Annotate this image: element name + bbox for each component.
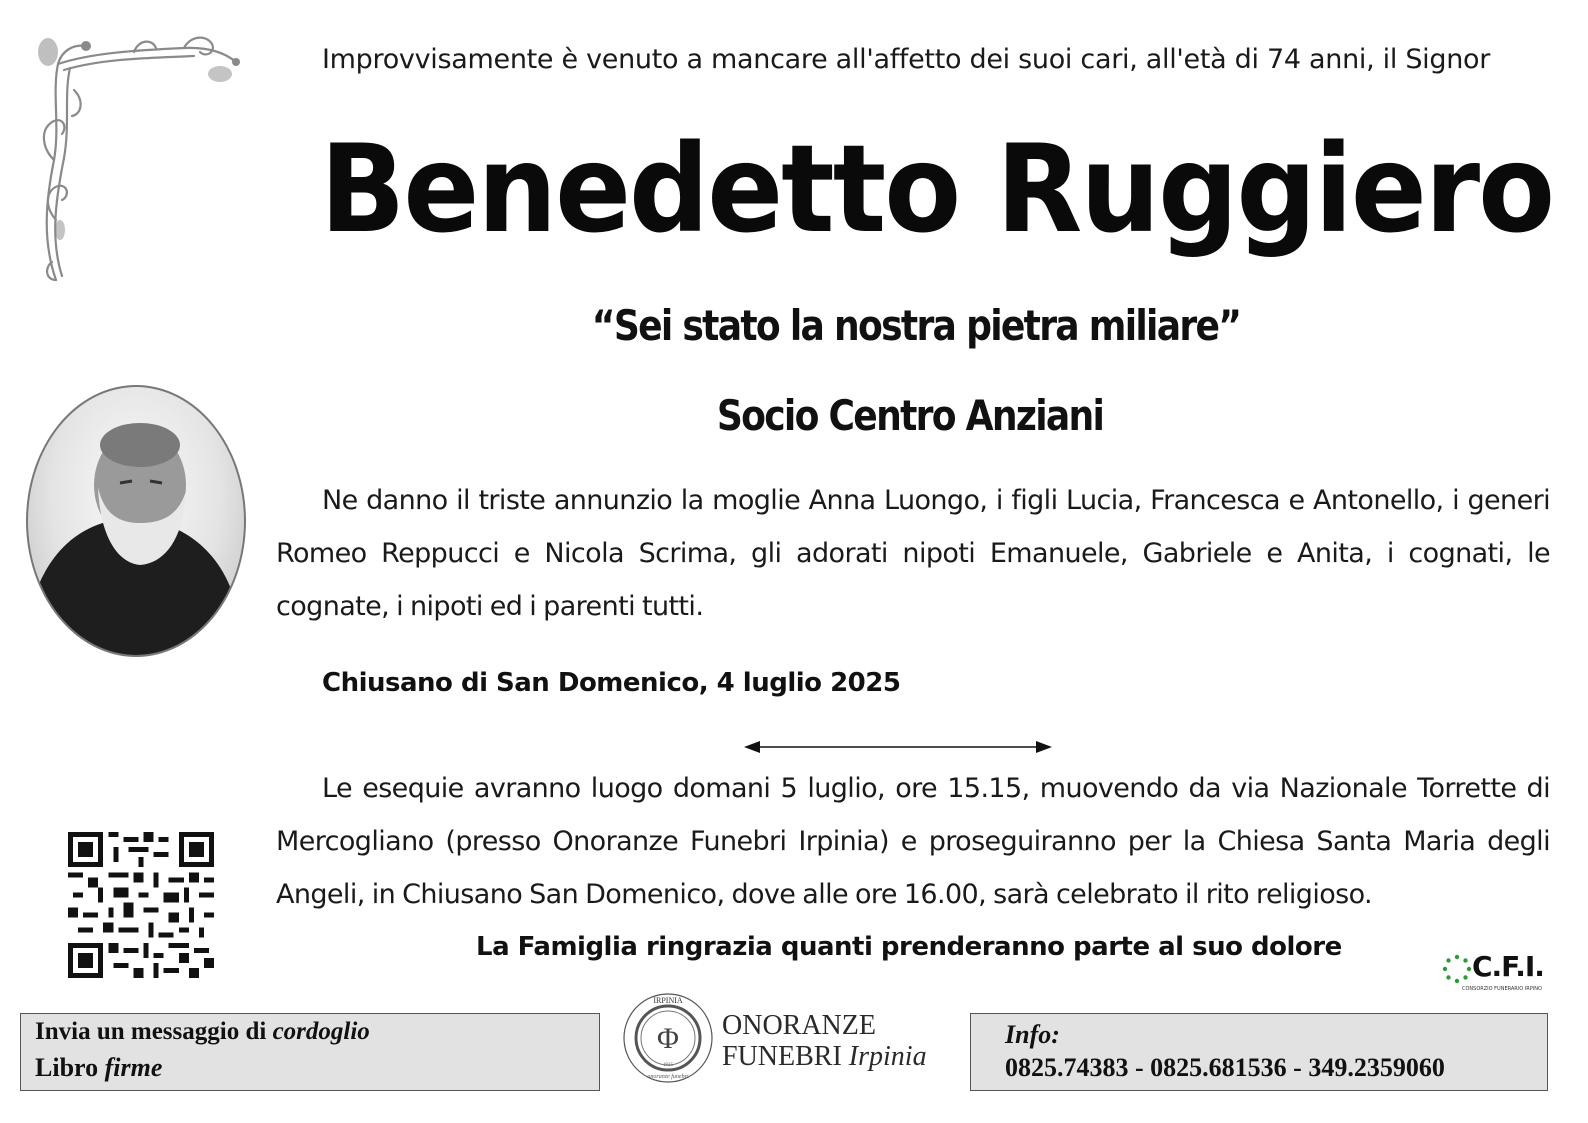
seal-top-text: IRPINIA [653,996,683,1005]
portrait-figure [28,387,244,655]
deceased-role: Socio Centro Anziani [716,391,1104,440]
condolence-message-box[interactable] [20,1013,600,1091]
phone-numbers[interactable]: 0825.74383 - 0825.681536 - 349.2359060 [1005,1053,1445,1082]
cfi-mark: C.F.I. [1472,950,1544,983]
dotted-circle-logo-icon [1442,954,1472,984]
cfi-subtitle: CONSORZIO FUNERARIO IRPINO [1462,986,1542,992]
intro-sentence: Improvvisamente è venuto a mancare all'affetto dei suoi cari, all'età di 74 anni, il Signor [322,44,1491,75]
funeral-home-seal [622,992,714,1084]
double-arrow-divider-icon [744,738,1052,756]
funeral-paragraph: Le esequie avranno luogo domani 5 luglio, ore 15.15, muovendo da via Nazionale Torrette di Mercogliano (presso Onoranze Funebri Irpinia) e proseguiranno per la Chiesa Santa Maria degli Angeli, in Chiusano San Domenico, dove alle ore 16.00, sarà celebrato il rito religioso. [276,773,1550,910]
funeral-home-name: ONORANZE FUNEBRI Irpinia [722,1010,927,1072]
family-thanks: La Famiglia ringrazia quanti prenderanno parte al suo dolore [476,932,1342,962]
seal-bottom-text: onoranze funebri [647,1074,689,1080]
floral-corner-ornament-icon [34,30,244,286]
deceased-name: Benedetto Ruggiero [320,119,1554,260]
portrait-photo [26,385,246,657]
info-label: Info: [1005,1020,1060,1049]
seal-year: 1925 [663,1063,673,1068]
svg-text:Φ: Φ [657,1022,679,1055]
qr-code-icon[interactable] [68,832,214,978]
place-date: Chiusano di San Domenico, 4 luglio 2025 [322,668,901,698]
condolence-message-link[interactable]: Invia un messaggio di cordoglio [35,1018,370,1045]
contact-info-box [970,1013,1548,1091]
guestbook-link[interactable]: Libro firme [35,1053,163,1082]
announcement-paragraph: Ne danno il triste annunzio la moglie Anna Luongo, i figli Lucia, Francesca e Antonello, i generi Romeo Reppucci e Nicola Scrima, gli adorati nipoti Emanuele, Gabriele e Anita, i cognati, le cognate, i nipoti ed i parenti tutti. [276,485,1550,622]
epitaph-quote: “Sei stato la nostra pietra miliare” [591,301,1241,350]
cfi-logo [1442,946,1542,996]
